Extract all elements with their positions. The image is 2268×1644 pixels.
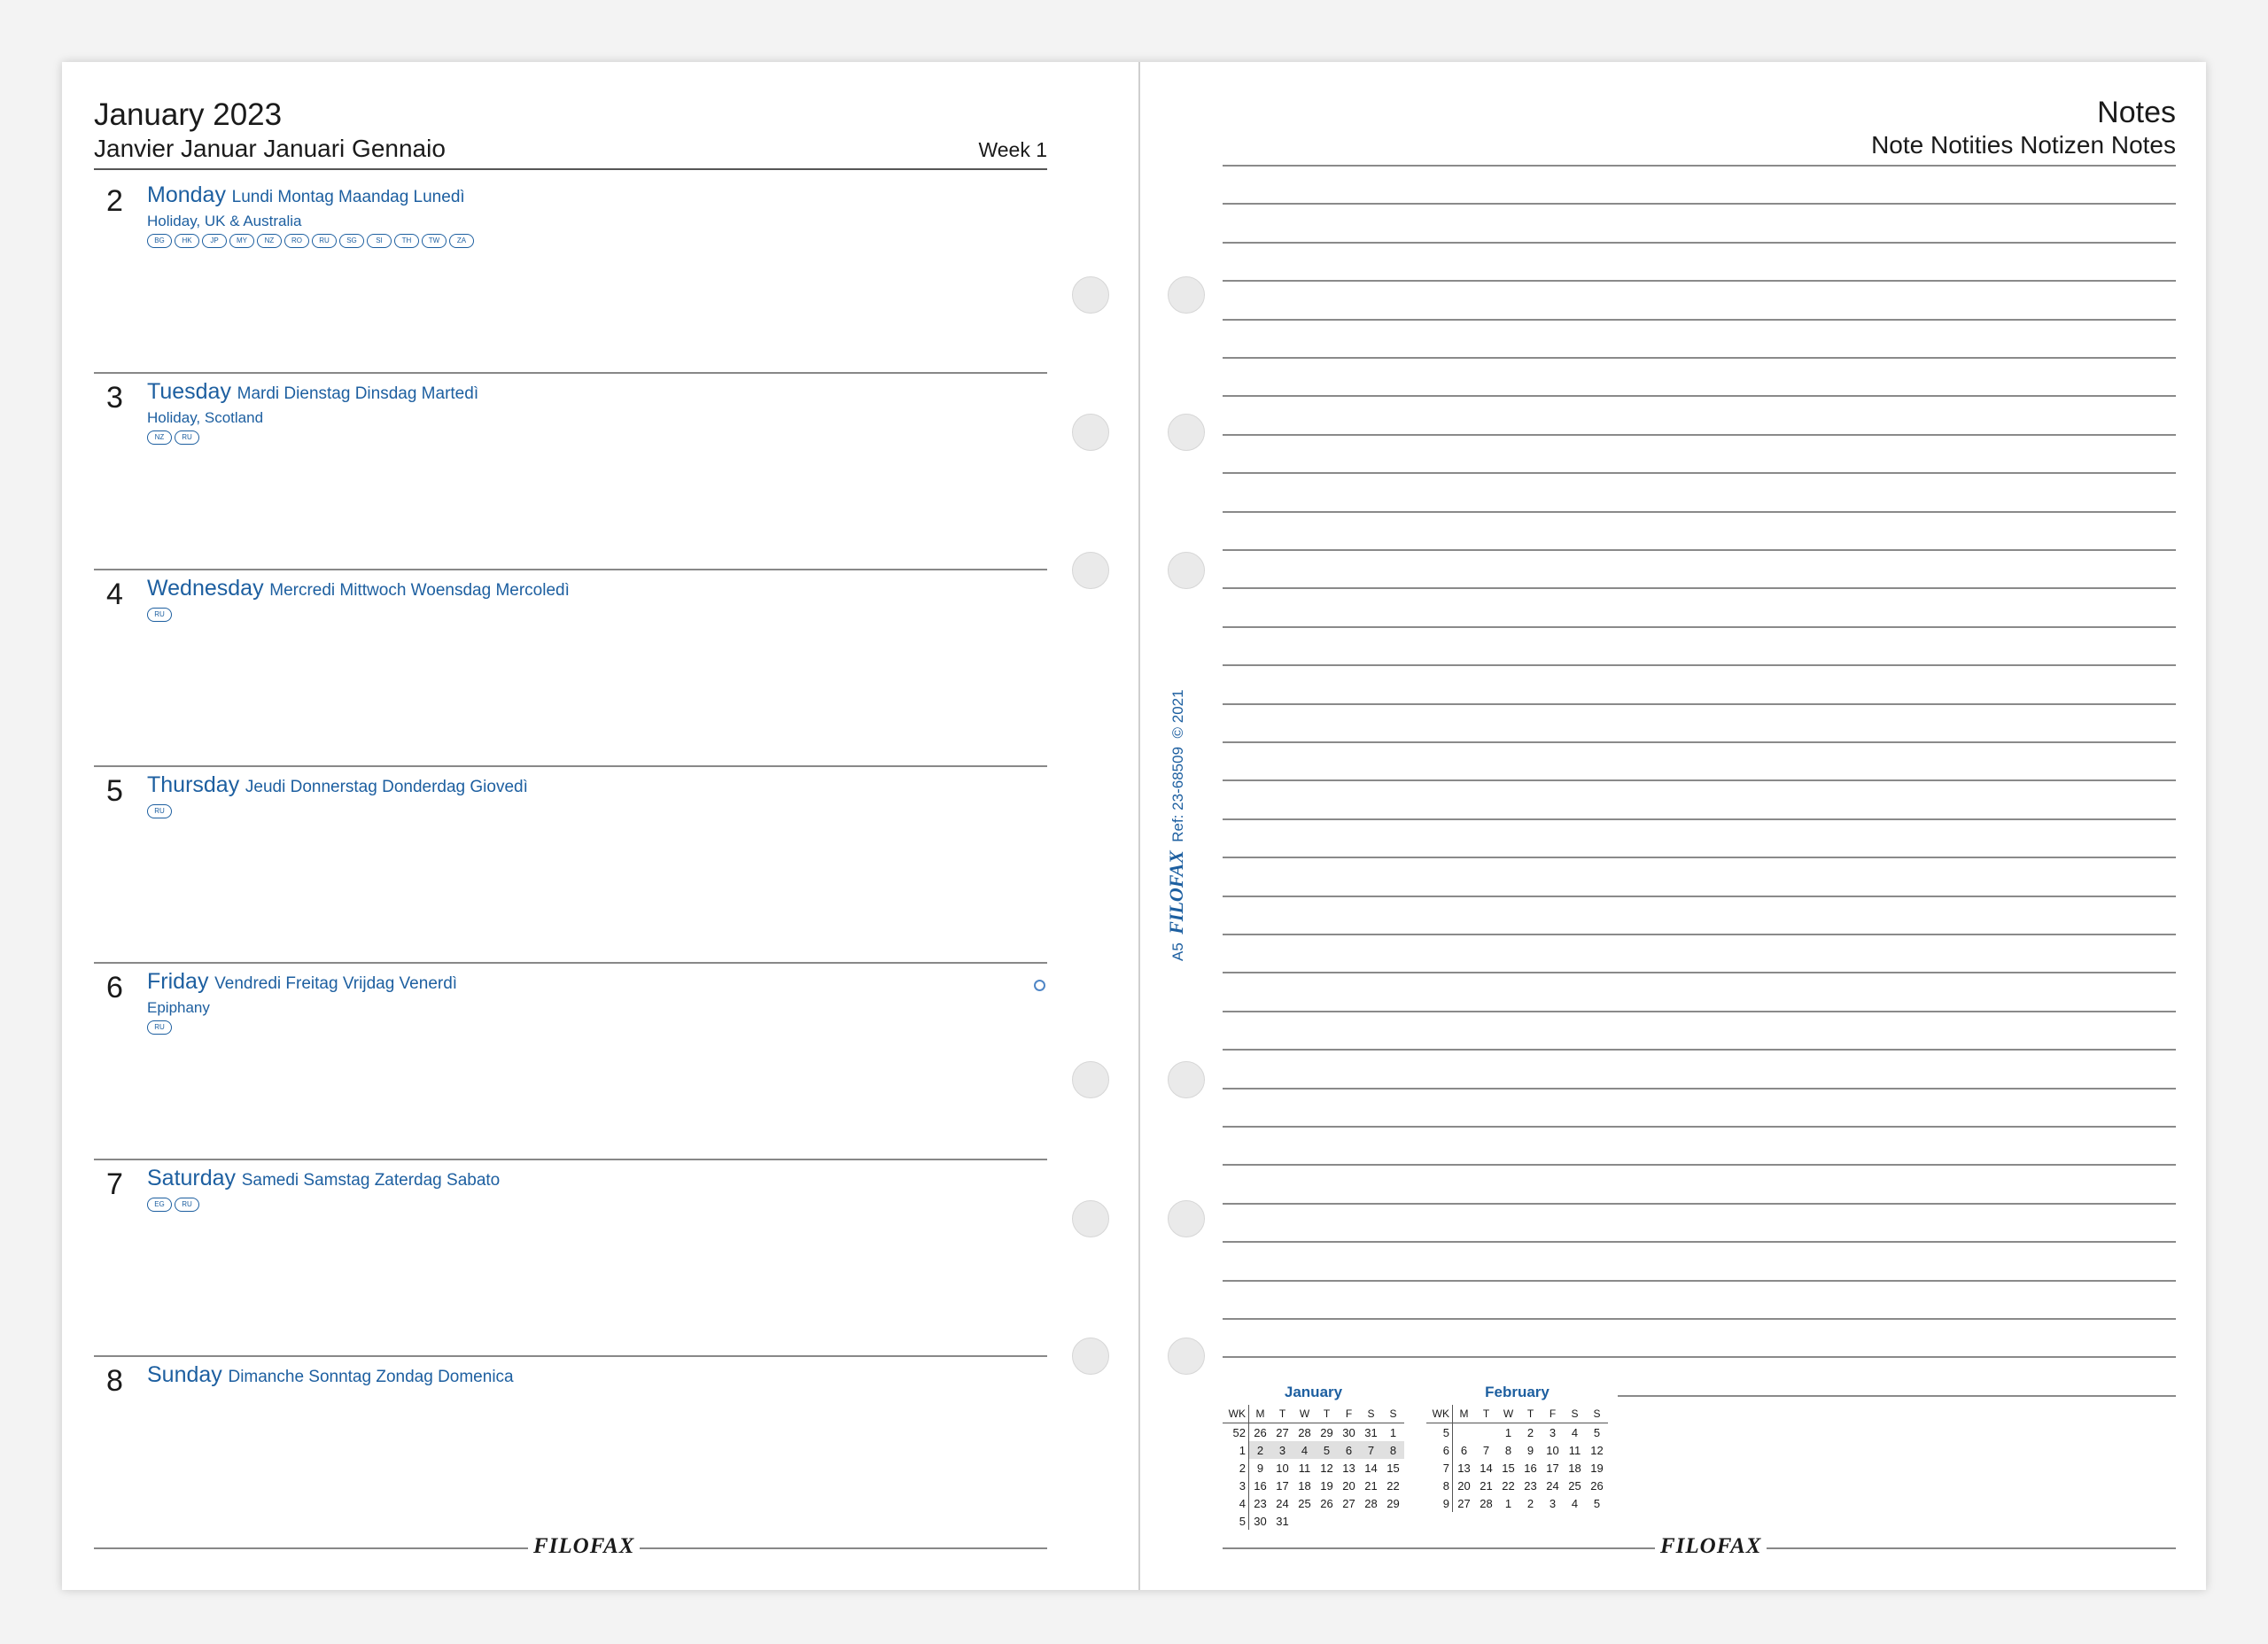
note-line[interactable] xyxy=(1223,1011,2176,1012)
header-divider xyxy=(94,168,1047,170)
date-cell: 12 xyxy=(1320,1461,1333,1475)
date-cell: 23 xyxy=(1524,1478,1537,1493)
country-badge: RU xyxy=(175,430,199,445)
country-badge: TH xyxy=(394,234,419,248)
day-number: 4 xyxy=(106,578,123,611)
note-line[interactable] xyxy=(1223,857,2176,858)
mini-calendar-title: January xyxy=(1284,1384,1343,1400)
day-name xyxy=(147,182,465,208)
date-cell: 12 xyxy=(1590,1443,1604,1457)
date-cell: 15 xyxy=(1502,1461,1515,1475)
date-cell: 6 xyxy=(1460,1443,1468,1457)
country-badge: SI xyxy=(367,234,392,248)
filofax-logo: FILOFAX xyxy=(528,1534,640,1559)
weekday-header: F xyxy=(1542,1405,1564,1423)
date-cell: 20 xyxy=(1342,1478,1355,1493)
date-cell: 6 xyxy=(1338,1441,1360,1459)
notes-title: Notes xyxy=(2097,96,2176,129)
weekday-header: T xyxy=(1475,1405,1497,1423)
binder-hole xyxy=(1168,414,1205,451)
day-name-english: Saturday xyxy=(147,1166,237,1190)
date-cell: 1 xyxy=(1389,1425,1397,1439)
date-cell: 2 xyxy=(1526,1496,1534,1510)
binder-hole xyxy=(1072,552,1109,589)
date-cell: 24 xyxy=(1276,1496,1289,1510)
day-name xyxy=(147,576,570,601)
note-line[interactable] xyxy=(1223,357,2176,359)
note-line[interactable] xyxy=(1223,1164,2176,1166)
note-line[interactable] xyxy=(1223,972,2176,973)
weekday-header: WK xyxy=(1426,1405,1453,1423)
country-badges xyxy=(147,234,474,248)
day-block[interactable] xyxy=(94,767,1047,964)
week-number-cell: 52 xyxy=(1223,1423,1249,1442)
date-cell: 31 xyxy=(1276,1514,1289,1528)
date-cell: 9 xyxy=(1526,1443,1534,1457)
day-name-translations: Lundi Montag Maandag Lunedì xyxy=(231,188,465,206)
mini-calendar-february xyxy=(1426,1384,1608,1512)
country-badge: JP xyxy=(202,234,227,248)
country-badges xyxy=(147,804,172,818)
weekday-header: F xyxy=(1338,1405,1360,1423)
binder-hole xyxy=(1168,552,1205,589)
calendar-week-row xyxy=(1223,1494,1404,1512)
binder-hole xyxy=(1072,414,1109,451)
date-cell: 24 xyxy=(1546,1478,1559,1493)
country-badge: RU xyxy=(147,608,172,622)
calendar-week-row xyxy=(1426,1459,1608,1477)
day-number: 7 xyxy=(106,1167,123,1201)
mini-calendar-january xyxy=(1223,1384,1404,1530)
date-cell: 17 xyxy=(1276,1478,1289,1493)
country-badge: ZA xyxy=(449,234,474,248)
note-line[interactable] xyxy=(1223,779,2176,781)
date-cell xyxy=(1475,1423,1497,1442)
country-badge: BG xyxy=(147,234,172,248)
week-number-cell: 6 xyxy=(1426,1441,1453,1459)
date-cell: 18 xyxy=(1568,1461,1581,1475)
day-number: 2 xyxy=(106,184,123,218)
page-spine xyxy=(1138,62,1140,1590)
note-line[interactable] xyxy=(1223,280,2176,282)
weekday-header: M xyxy=(1453,1405,1476,1423)
week-number-cell: 5 xyxy=(1426,1423,1453,1442)
date-cell: 4 xyxy=(1571,1425,1579,1439)
date-cell: 14 xyxy=(1480,1461,1493,1475)
date-cell: 15 xyxy=(1386,1461,1400,1475)
note-line[interactable] xyxy=(1223,203,2176,205)
country-badges xyxy=(147,430,199,445)
day-number: 3 xyxy=(106,381,123,415)
date-cell: 11 xyxy=(1298,1461,1311,1475)
holiday-label: Holiday, UK & Australia xyxy=(147,213,302,229)
date-cell: 10 xyxy=(1276,1461,1289,1475)
day-number: 6 xyxy=(106,971,123,1004)
country-badge: TW xyxy=(422,234,447,248)
weekday-header: S xyxy=(1360,1405,1382,1423)
date-cell: 27 xyxy=(1457,1496,1471,1510)
binder-hole xyxy=(1168,1200,1205,1237)
date-cell xyxy=(1338,1512,1360,1530)
week-number-cell: 5 xyxy=(1223,1512,1249,1530)
week-number: Week 1 xyxy=(978,138,1047,161)
note-line[interactable] xyxy=(1223,626,2176,628)
country-badges xyxy=(147,1020,172,1035)
day-name-translations: Dimanche Sonntag Zondag Domenica xyxy=(228,1368,514,1386)
date-cell: 4 xyxy=(1293,1441,1316,1459)
note-line[interactable] xyxy=(1223,1318,2176,1320)
week-number-cell: 3 xyxy=(1223,1477,1249,1494)
weekday-header: T xyxy=(1271,1405,1293,1423)
day-number: 5 xyxy=(106,774,123,808)
note-line[interactable] xyxy=(1223,1356,2176,1358)
country-badge: NZ xyxy=(257,234,282,248)
date-cell: 28 xyxy=(1364,1496,1378,1510)
paper-size: A5 xyxy=(1169,942,1186,961)
full-moon-icon xyxy=(1034,980,1045,991)
day-block[interactable] xyxy=(94,374,1047,570)
day-name-english: Friday xyxy=(147,969,209,994)
weekday-header: S xyxy=(1382,1405,1404,1423)
date-cell: 2 xyxy=(1526,1425,1534,1439)
date-cell: 16 xyxy=(1254,1478,1267,1493)
holiday-label: Holiday, Scotland xyxy=(147,409,264,426)
week-page xyxy=(94,97,1047,1559)
note-line[interactable] xyxy=(1223,741,2176,743)
country-badge: RU xyxy=(175,1198,199,1212)
date-cell: 23 xyxy=(1254,1496,1267,1510)
date-cell: 2 xyxy=(1249,1441,1272,1459)
day-block[interactable] xyxy=(94,964,1047,1160)
date-cell: 26 xyxy=(1590,1478,1604,1493)
day-block[interactable] xyxy=(94,177,1047,374)
date-cell xyxy=(1316,1512,1338,1530)
note-line[interactable] xyxy=(1223,165,2176,167)
weekday-header: T xyxy=(1519,1405,1542,1423)
note-line[interactable] xyxy=(1223,664,2176,666)
date-cell: 4 xyxy=(1571,1496,1579,1510)
date-cell: 3 xyxy=(1271,1441,1293,1459)
note-line[interactable] xyxy=(1223,703,2176,705)
note-line[interactable] xyxy=(1223,472,2176,474)
date-cell: 3 xyxy=(1549,1425,1557,1439)
date-cell: 26 xyxy=(1320,1496,1333,1510)
mini-calendar-title: February xyxy=(1485,1384,1550,1400)
date-cell xyxy=(1382,1512,1404,1530)
binder-hole xyxy=(1072,1200,1109,1237)
weekday-header: M xyxy=(1249,1405,1272,1423)
mini-calendar-grid xyxy=(1223,1405,1404,1530)
note-line[interactable] xyxy=(1223,242,2176,244)
weekday-header: S xyxy=(1586,1405,1608,1423)
notes-translations: Note Notities Notizen Notes xyxy=(1871,131,2176,159)
day-name-translations: Mercredi Mittwoch Woensdag Mercoledì xyxy=(269,581,570,600)
date-cell: 30 xyxy=(1254,1514,1267,1528)
date-cell: 1 xyxy=(1504,1425,1512,1439)
date-cell: 19 xyxy=(1590,1461,1604,1475)
date-cell xyxy=(1293,1512,1316,1530)
note-line[interactable] xyxy=(1223,319,2176,321)
date-cell: 21 xyxy=(1364,1478,1378,1493)
week-number-cell: 1 xyxy=(1223,1441,1249,1459)
day-name xyxy=(147,969,457,995)
day-block[interactable] xyxy=(94,570,1047,767)
date-cell: 10 xyxy=(1546,1443,1559,1457)
calendar-week-row xyxy=(1223,1459,1404,1477)
note-line[interactable] xyxy=(1223,1241,2176,1243)
day-block[interactable] xyxy=(94,1357,1047,1554)
day-name-translations: Vendredi Freitag Vrijdag Venerdì xyxy=(214,974,458,993)
day-name-translations: Jeudi Donnerstag Donderdag Giovedì xyxy=(245,778,528,796)
date-cell: 22 xyxy=(1502,1478,1515,1493)
note-line[interactable] xyxy=(1223,434,2176,436)
date-cell: 5 xyxy=(1593,1496,1601,1510)
date-cell: 20 xyxy=(1457,1478,1471,1493)
date-cell: 8 xyxy=(1504,1443,1512,1457)
week-number-cell: 2 xyxy=(1223,1459,1249,1477)
week-number-cell: 7 xyxy=(1426,1459,1453,1477)
date-cell: 31 xyxy=(1364,1425,1378,1439)
note-line[interactable] xyxy=(1223,896,2176,897)
country-badge: NZ xyxy=(147,430,172,445)
date-cell: 17 xyxy=(1546,1461,1559,1475)
binder-hole xyxy=(1168,1338,1205,1375)
day-name xyxy=(147,772,528,798)
note-line[interactable] xyxy=(1223,587,2176,589)
notes-page xyxy=(1223,97,2176,1559)
date-cell xyxy=(1453,1423,1476,1442)
country-badge: RO xyxy=(284,234,309,248)
date-cell xyxy=(1360,1512,1382,1530)
binder-hole xyxy=(1072,276,1109,314)
date-cell: 18 xyxy=(1298,1478,1311,1493)
date-cell: 28 xyxy=(1298,1425,1311,1439)
date-cell: 5 xyxy=(1593,1425,1601,1439)
note-line[interactable] xyxy=(1618,1395,2176,1397)
date-cell: 13 xyxy=(1457,1461,1471,1475)
binder-hole xyxy=(1168,1061,1205,1098)
calendar-week-row xyxy=(1426,1441,1608,1459)
note-line[interactable] xyxy=(1223,549,2176,551)
day-name-translations: Samedi Samstag Zaterdag Sabato xyxy=(241,1171,501,1190)
day-name-translations: Mardi Dienstag Dinsdag Martedì xyxy=(237,384,479,403)
calendar-week-row xyxy=(1223,1441,1404,1459)
day-name-english: Tuesday xyxy=(147,379,231,404)
holiday-label: Epiphany xyxy=(147,999,210,1016)
weekday-header: W xyxy=(1293,1405,1316,1423)
date-cell: 25 xyxy=(1298,1496,1311,1510)
date-cell: 30 xyxy=(1342,1425,1355,1439)
date-cell: 27 xyxy=(1342,1496,1355,1510)
country-badges xyxy=(147,1198,199,1212)
note-line[interactable] xyxy=(1223,818,2176,820)
date-cell: 8 xyxy=(1382,1441,1404,1459)
mini-calendar-grid xyxy=(1426,1405,1608,1512)
date-cell: 29 xyxy=(1320,1425,1333,1439)
date-cell: 14 xyxy=(1364,1461,1378,1475)
date-cell: 21 xyxy=(1480,1478,1493,1493)
copyright: © 2021 xyxy=(1169,689,1186,739)
date-cell: 7 xyxy=(1482,1443,1490,1457)
date-cell: 3 xyxy=(1549,1496,1557,1510)
week-number-cell: 4 xyxy=(1223,1494,1249,1512)
day-block[interactable] xyxy=(94,1160,1047,1357)
day-name-english: Thursday xyxy=(147,772,240,797)
calendar-week-row xyxy=(1223,1477,1404,1494)
date-cell: 11 xyxy=(1568,1443,1581,1457)
note-line[interactable] xyxy=(1223,1088,2176,1090)
month-title: January 2023 xyxy=(94,97,283,132)
date-cell: 27 xyxy=(1276,1425,1289,1439)
day-name-english: Sunday xyxy=(147,1362,222,1387)
calendar-week-row xyxy=(1426,1423,1608,1442)
filofax-logo: FILOFAX xyxy=(1655,1534,1767,1559)
day-name xyxy=(147,1362,514,1388)
date-cell: 26 xyxy=(1254,1425,1267,1439)
weekday-header: T xyxy=(1316,1405,1338,1423)
weekday-header: W xyxy=(1497,1405,1519,1423)
reference-text xyxy=(1165,689,1188,961)
date-cell: 16 xyxy=(1524,1461,1537,1475)
day-name-english: Monday xyxy=(147,182,226,207)
date-cell: 9 xyxy=(1256,1461,1264,1475)
country-badges xyxy=(147,608,172,622)
date-cell: 13 xyxy=(1342,1461,1355,1475)
day-name xyxy=(147,379,478,405)
week-number-cell: 9 xyxy=(1426,1494,1453,1512)
day-name xyxy=(147,1166,500,1191)
country-badge: EG xyxy=(147,1198,172,1212)
weekday-header: S xyxy=(1564,1405,1586,1423)
date-cell: 19 xyxy=(1320,1478,1333,1493)
note-line[interactable] xyxy=(1223,1049,2176,1051)
weekday-header: WK xyxy=(1223,1405,1249,1423)
binder-hole xyxy=(1168,276,1205,314)
date-cell: 7 xyxy=(1360,1441,1382,1459)
binder-hole xyxy=(1072,1338,1109,1375)
country-badge: RU xyxy=(147,804,172,818)
day-number: 8 xyxy=(106,1364,123,1398)
date-cell: 25 xyxy=(1568,1478,1581,1493)
day-name-english: Wednesday xyxy=(147,576,264,601)
binder-hole xyxy=(1072,1061,1109,1098)
country-badge: RU xyxy=(147,1020,172,1035)
note-line[interactable] xyxy=(1223,1280,2176,1282)
calendar-week-row xyxy=(1223,1423,1404,1442)
reference-number: Ref: 23-68509 xyxy=(1169,746,1186,842)
country-badge: MY xyxy=(229,234,254,248)
calendar-week-row xyxy=(1223,1512,1404,1530)
note-line[interactable] xyxy=(1223,395,2176,397)
note-line[interactable] xyxy=(1223,511,2176,513)
note-line[interactable] xyxy=(1223,1126,2176,1128)
calendar-week-row xyxy=(1426,1477,1608,1494)
date-cell: 5 xyxy=(1316,1441,1338,1459)
date-cell: 28 xyxy=(1480,1496,1493,1510)
date-cell: 1 xyxy=(1504,1496,1512,1510)
side-brand: FILOFAX xyxy=(1165,850,1187,934)
note-line[interactable] xyxy=(1223,1203,2176,1205)
month-translations: Janvier Januar Januari Gennaio xyxy=(94,135,446,162)
country-badge: HK xyxy=(175,234,199,248)
week-number-cell: 8 xyxy=(1426,1477,1453,1494)
calendar-week-row xyxy=(1426,1494,1608,1512)
country-badge: RU xyxy=(312,234,337,248)
date-cell: 22 xyxy=(1386,1478,1400,1493)
note-line[interactable] xyxy=(1223,934,2176,935)
date-cell: 29 xyxy=(1386,1496,1400,1510)
country-badge: SG xyxy=(339,234,364,248)
